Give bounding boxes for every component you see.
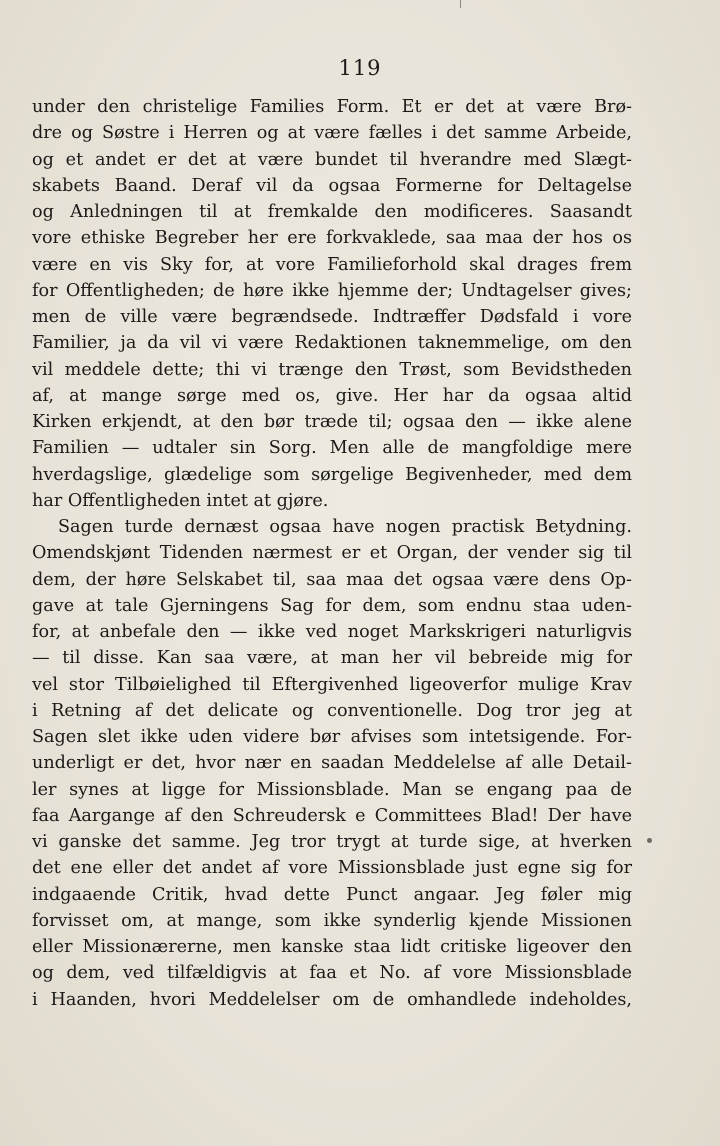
text-line: vore ethiske Begreber her ere forkvaklede, saa maa der hos os [32, 228, 632, 249]
text-line: skabets Baand. Deraf vil da ogsaa Formerne for Deltagelse [32, 175, 632, 196]
text-line: eller Missionærerne, men kanske staa lidt critiske ligeover den [32, 937, 632, 957]
text-line: gave at tale Gjerningens Sag for dem, som endnu staa uden- [32, 595, 632, 616]
text-line: faa Aargange af den Schreudersk e Committees Blad! Der have [32, 805, 632, 826]
text-line: underligt er det, hvor nær en saadan Meddelelse af alle Detail- [32, 753, 632, 774]
text-line: for Offentligheden; de høre ikke hjemme der; Undtagelser gives; [32, 280, 632, 301]
text-line: for, at anbefale den — ikke ved noget Markskrigeri naturligvis [32, 622, 632, 642]
text-line: Omendskjønt Tidenden nærmest er et Organ, der vender sig til [32, 543, 632, 564]
text-line: forvisset om, at mange, som ikke synderlig kjende Missionen [32, 910, 632, 931]
margin-dot [647, 838, 652, 843]
text-line: indgaaende Critik, hvad dette Punct angaar. Jeg føler mig [32, 884, 632, 905]
text-line: — til disse. Kan saa være, at man her vil bebreide mig for [32, 648, 632, 669]
text-line: i Haanden, hvori Meddelelser om de omhandlede indeholdes, [32, 989, 632, 1010]
text-line: Familier, ja da vil vi være Redaktionen taknemmelige, om den [32, 333, 632, 354]
text-line: og dem, ved tilfældigvis at faa et No. af vore Missionsblade [32, 963, 632, 984]
text-line: hverdagslige, glædelige som sørgelige Begivenheder, med dem [32, 464, 632, 485]
text-line: af, at mange sørge med os, give. Her har da ogsaa altid [32, 385, 632, 406]
text-line: dre og Søstre i Herren og at være fælles i det samme Arbeide, [32, 123, 632, 144]
text-line: det ene eller det andet af vore Missionsblade just egne sig for [32, 858, 632, 879]
text-line: være en vis Sky for, at vore Familieforhold skal drages frem [32, 254, 632, 275]
text-line: vil meddele dette; thi vi trænge den Trøst, som Bevidstheden [32, 359, 632, 380]
text-line: under den christelige Families Form. Et er det at være Brø- [32, 97, 632, 117]
text-line: har Offentligheden intet at gjøre. [32, 490, 329, 511]
text-line: men de ville være begrændsede. Indtræffer Dødsfald i vore [32, 307, 632, 327]
text-line: Sagen turde dernæst ogsaa have nogen practisk Betydning. [58, 517, 632, 537]
text-line: Kirken erkjendt, at den bør træde til; ogsaa den — ikke alene [32, 412, 632, 432]
body-text [32, 94, 632, 1013]
page-number: 119 [338, 56, 382, 80]
text-line: vel stor Tilbøielighed til Eftergivenhed ligeoverfor mulige Krav [32, 674, 632, 695]
text-line: dem, der høre Selskabet til, saa maa det ogsaa være dens Op- [32, 569, 632, 590]
text-line: Sagen slet ikke uden videre bør afvises som intetsigende. For- [32, 727, 632, 747]
text-line: og et andet er det at være bundet til hverandre med Slægt- [32, 149, 632, 170]
text-line: Familien — udtaler sin Sorg. Men alle de mangfoldige mere [32, 438, 632, 459]
text-line: og Anledningen til at fremkalde den modificeres. Saasandt [32, 202, 632, 222]
text-line: ler synes at ligge for Missionsblade. Man se engang paa de [32, 779, 632, 800]
page-edge-mark [460, 0, 461, 8]
text-line: vi ganske det samme. Jeg tror trygt at turde sige, at hverken [32, 832, 632, 852]
text-line: i Retning af det delicate og conventionelle. Dog tror jeg at [32, 700, 632, 721]
